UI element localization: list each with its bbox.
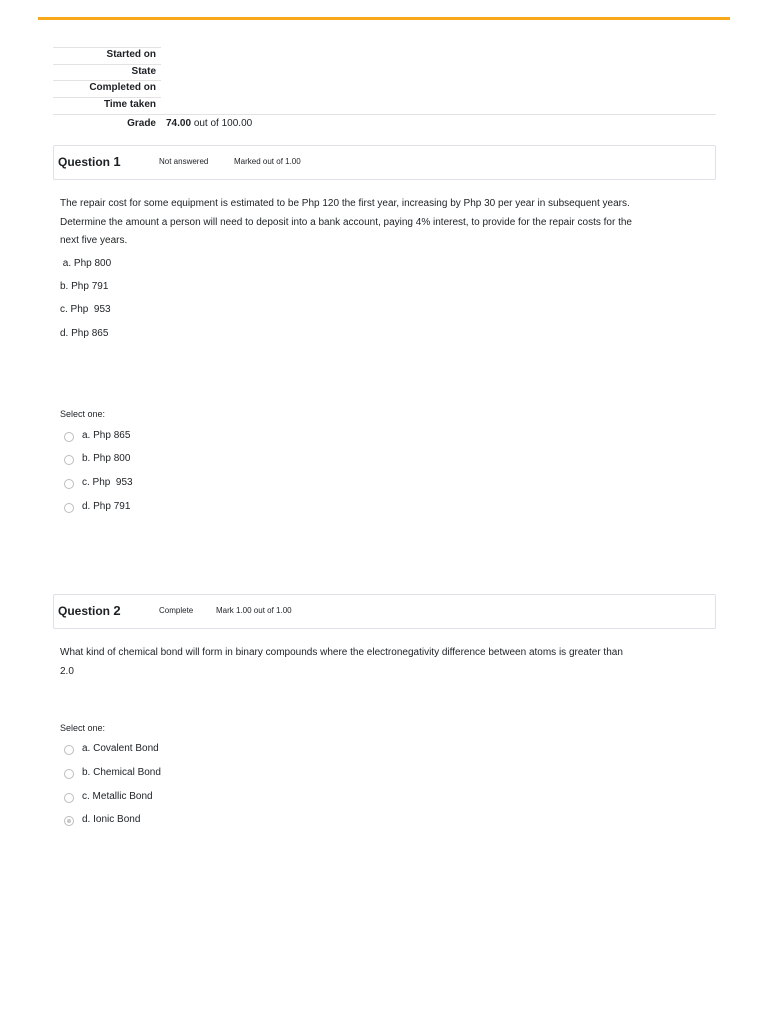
- summary-row-grade: [53, 114, 716, 132]
- radio-button[interactable]: [64, 793, 74, 803]
- question-2-label: Question: [58, 604, 111, 618]
- question-1-listed-choice: d. Php 865: [60, 328, 109, 339]
- question-2-text-line-2: 2.0: [60, 665, 74, 677]
- question-1-listed-choice: c. Php 953: [60, 304, 111, 315]
- question-1-mark: Marked out of 1.00: [234, 157, 301, 166]
- option-label[interactable]: c. Metallic Bond: [82, 791, 153, 802]
- question-2-state: Complete: [159, 606, 194, 615]
- question-1-label: Question: [58, 155, 111, 169]
- radio-button[interactable]: [64, 432, 74, 442]
- question-2-num: 2: [113, 603, 121, 618]
- option-label[interactable]: b. Php 800: [82, 453, 131, 464]
- option-label[interactable]: d. Ionic Bond: [82, 814, 141, 825]
- time-taken-label: Time taken: [103, 98, 156, 110]
- radio-button-selected[interactable]: [64, 816, 74, 826]
- option-label[interactable]: c. Php 953: [82, 477, 133, 488]
- grade-score: 74.00: [166, 118, 192, 129]
- summary-row-time-taken: [53, 97, 716, 114]
- option-label[interactable]: b. Chemical Bond: [82, 767, 161, 778]
- option-label[interactable]: a. Covalent Bond: [82, 743, 159, 754]
- radio-button[interactable]: [64, 455, 74, 465]
- top-accent-bar: [38, 17, 730, 20]
- radio-button[interactable]: [64, 479, 74, 489]
- question-1-listed-choice: a. Php 800: [60, 258, 112, 269]
- question-1-number: [58, 154, 121, 169]
- completed-on-label: Completed on: [89, 82, 156, 93]
- question-1-state: Not answered: [159, 157, 209, 166]
- option-label[interactable]: d. Php 791: [82, 501, 131, 512]
- question-2-text-line-1: What kind of chemical bond will form in binary compounds where the electronegativity difference between atoms is greater than: [60, 647, 623, 658]
- option-label[interactable]: a. Php 865: [82, 430, 131, 441]
- question-1-text-line-2: Determine the amount a person will need to deposit into a bank account, paying 4% interest, to provide for the repair costs for the: [60, 216, 632, 228]
- radio-button[interactable]: [64, 503, 74, 513]
- question-2-number: [58, 603, 121, 618]
- question-1-header: [53, 145, 716, 180]
- state-label: State: [131, 65, 156, 77]
- question-2-select-one: Select one:: [60, 723, 106, 733]
- radio-button[interactable]: [64, 745, 74, 755]
- question-1-listed-choice: b. Php 791: [60, 281, 109, 292]
- started-on-label: Started on: [106, 49, 156, 60]
- grade-value: [166, 118, 252, 129]
- summary-row-started-on: [53, 47, 716, 64]
- radio-button[interactable]: [64, 769, 74, 779]
- question-2-header: [53, 594, 716, 629]
- question-1-text: [60, 195, 710, 251]
- question-1-text-line-3: next five years.: [60, 235, 128, 246]
- question-1-text-line-1: The repair cost for some equipment is estimated to be Php 120 the first year, increasing by Php 30 per year in subsequent years.: [60, 198, 630, 209]
- question-2-mark: Mark 1.00 out of 1.00: [216, 606, 292, 615]
- summary-row-state: [53, 64, 716, 81]
- attempt-summary-table: [53, 47, 716, 132]
- question-1-num: 1: [113, 154, 121, 169]
- summary-row-completed-on: [53, 80, 716, 97]
- grade-out-of: out of 100.00: [193, 118, 253, 129]
- question-2-text: [60, 644, 710, 681]
- question-1-select-one: Select one:: [60, 409, 106, 419]
- grade-label: Grade: [127, 118, 156, 129]
